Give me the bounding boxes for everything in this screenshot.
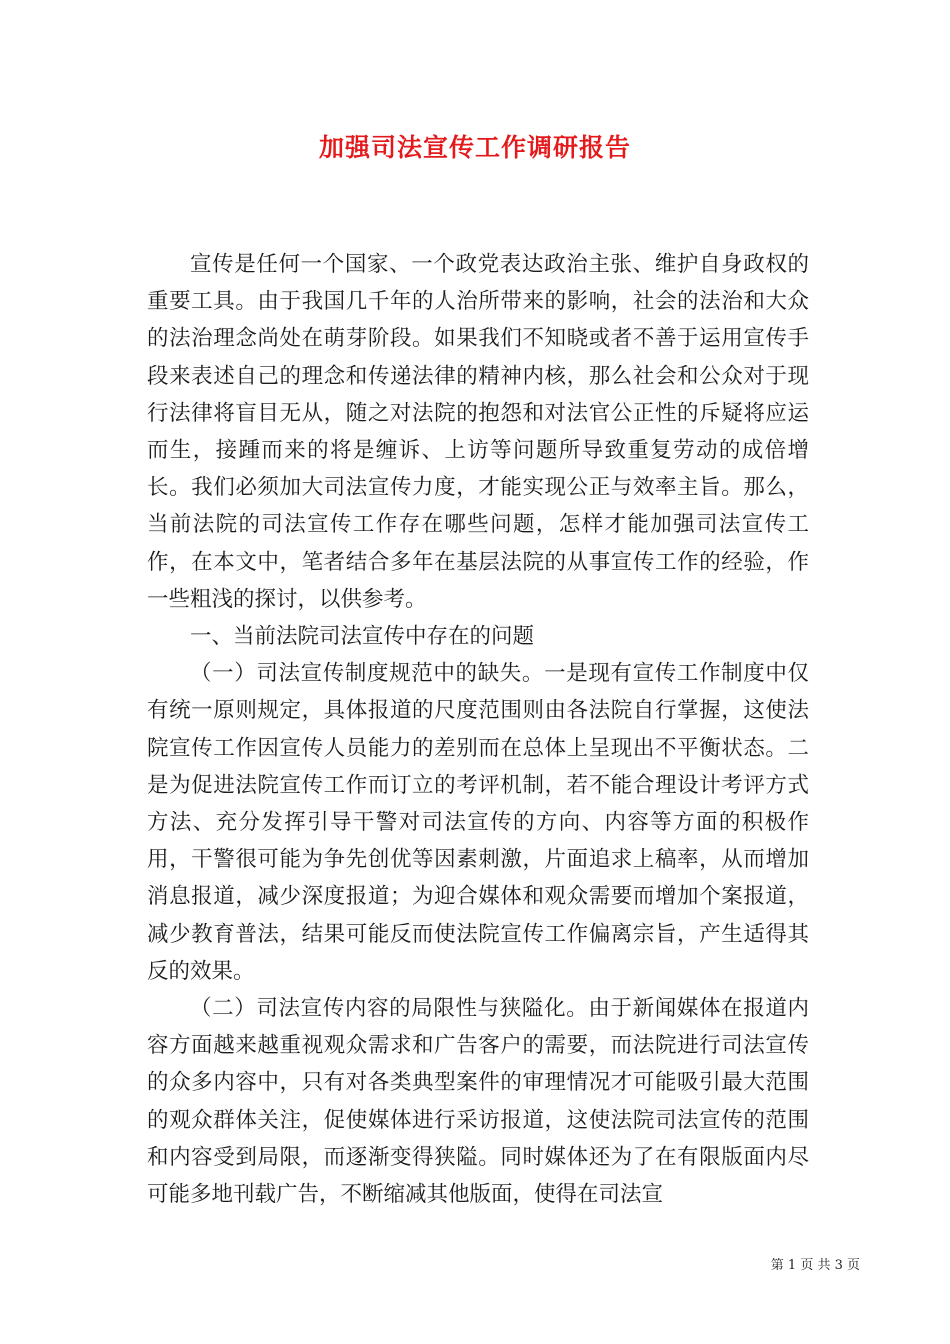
paragraph-subsection-1: （一）司法宣传制度规范中的缺失。一是现有宣传工作制度中仅有统一原则规定，具体报道的尺度范围则由各法院自行掌握，这使法院宣传工作因宣传人员能力的差别而在总体上呈现出不平衡状态。二是为促进法院宣传工作而订立的考评机制，若不能合理设计考评方式方法、充分发挥引导干警对司法宣传的方向、内容等方面的积极作用，干警很可能为争先创优等因素刺激，片面追求上稿率，从而增加消息报道，减少深度报道；为迎合媒体和观众需要而增加个案报道，减少教育普法，结果可能反而使法院宣传工作偏离宗旨，产生适得其反的效果。	[147, 661, 809, 984]
paragraph-intro: 宣传是任何一个国家、一个政党表达政治主张、维护自身政权的重要工具。由于我国几千年的人治所带来的影响，社会的法治和大众的法治理念尚处在萌芽阶段。如果我们不知晓或者不善于运用宣传手段来表述自己的理念和传递法律的精神内核，那么社会和公众对于现行法律将盲目无从，随之对法院的抱怨和对法官公正性的斥疑将应运而生，接踵而来的将是缠诉、上访等问题所导致重复劳动的成倍增长。我们必须加大司法宣传力度，才能实现公正与效率主旨。那么，当前法院的司法宣传工作存在哪些问题，怎样才能加强司法宣传工作，在本文中，笔者结合多年在基层法院的从事宣传工作的经验，作一些粗浅的探讨，以供参考。	[147, 252, 809, 612]
document-title: 加强司法宣传工作调研报告	[318, 133, 631, 162]
page-number-label: 第 1 页 共 3 页	[770, 1258, 860, 1273]
document-body	[147, 246, 809, 1213]
paragraph-subsection-2: （二）司法宣传内容的局限性与狭隘化。由于新闻媒体在报道内容方面越来越重视观众需求和广告客户的需要，而法院进行司法宣传的众多内容中，只有对各类典型案件的审理情况才可能吸引最大范围的观众群体关注，促使媒体进行采访报道，这使法院司法宣传的范围和内容受到局限，而逐渐变得狭隘。同时媒体还为了在有限版面内尽可能多地刊载广告，不断缩减其他版面，使得在司法宣	[147, 996, 809, 1208]
section-heading-1: 一、当前法院司法宣传中存在的问题	[190, 624, 535, 650]
page-footer	[0, 1258, 860, 1274]
